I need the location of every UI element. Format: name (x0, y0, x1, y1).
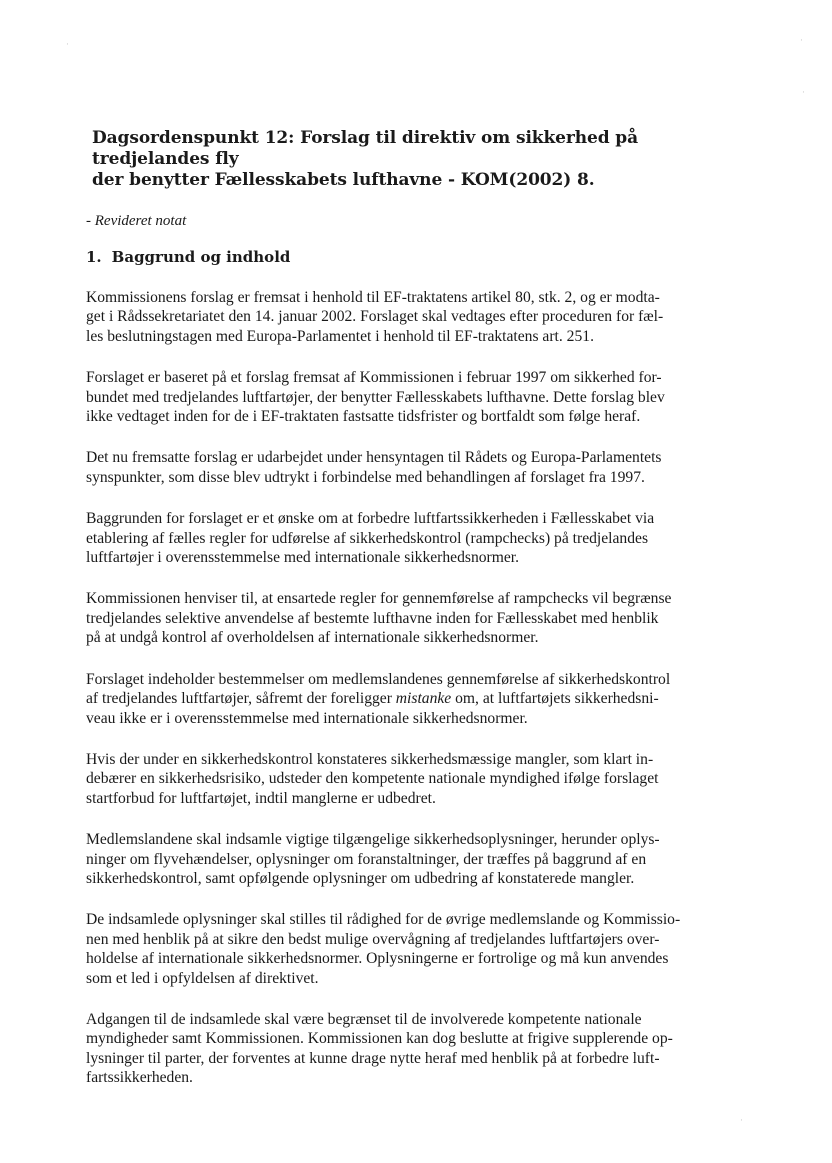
paragraph-line: veau ikke er i overensstemmelse med internationale sikkerhedsnormer. (86, 709, 528, 727)
scan-speck: · (802, 88, 805, 98)
paragraph-line: ikke vedtaget inden for de i EF-traktaten fastsatte tidsfrister og bortfaldt som følge heraf. (86, 408, 641, 426)
emphasis-mistanke: mistanke (395, 690, 452, 708)
scan-speck: · (66, 40, 69, 50)
paragraph-9 (86, 910, 750, 988)
document-page (86, 128, 750, 1088)
paragraph-line: lysninger til parter, der forventes at kunne drage nytte heraf med henblik på at forbedre luft- (86, 1049, 660, 1067)
paragraph-line: sikkerhedskontrol, samt opfølgende oplysninger om udbedring af konstaterede mangler. (86, 869, 635, 887)
paragraph-line-with-emphasis (86, 689, 750, 708)
paragraph-6 (86, 670, 750, 728)
paragraph-line: fartssikkerheden. (86, 1069, 193, 1087)
paragraph-line: Adgangen til de indsamlede skal være begrænset til de involverede kompetente nationale (86, 1010, 642, 1028)
paragraph-line: startforbud for luftfartøjet, indtil manglerne er udbedret. (86, 789, 436, 807)
paragraph-line: tredjelandes selektive anvendelse af bestemte lufthavne inden for Fællesskabet med henblik (86, 609, 659, 627)
document-title (92, 128, 750, 191)
paragraph-5 (86, 589, 750, 647)
text-run: om, at luftfartøjets sikkerhedsni- (451, 690, 659, 708)
paragraph-line: bundet med tredjelandes luftfartøjer, der benytter Fællesskabets lufthavne. Dette forslag blev (86, 388, 665, 406)
paragraph-line: Forslaget er baseret på et forslag fremsat af Kommissionen i februar 1997 om sikkerhed for- (86, 369, 662, 387)
paragraph-line: luftfartøjer i overensstemmelse med internationale sikkerhedsnormer. (86, 549, 520, 567)
document-subtitle: - Revideret notat (86, 213, 187, 229)
paragraph-line: debærer en sikkerhedsrisiko, udsteder den kompetente nationale myndighed ifølge forslaget (86, 770, 659, 788)
title-line-1: Dagsordenspunkt 12: Forslag til direktiv om sikkerhed på tredjelandes fly (92, 128, 639, 169)
paragraph-line: nen med henblik på at sikre den bedst mulige overvågning af tredjelandes luftfartøjers over- (86, 930, 660, 948)
paragraph-line: holdelse af internationale sikkerhedsnormer. Oplysningerne er fortrolige og må kun anvendes (86, 950, 669, 968)
section-title: Baggrund og indhold (111, 248, 291, 266)
paragraph-10 (86, 1010, 750, 1088)
paragraph-line: Medlemslandene skal indsamle vigtige tilgængelige sikkerhedsoplysninger, herunder oplys- (86, 831, 660, 849)
paragraph-line: get i Rådssekretariatet den 14. januar 2002. Forslaget skal vedtages efter proceduren for fæl- (86, 308, 664, 326)
paragraph-line: som et led i opfyldelsen af direktivet. (86, 969, 319, 987)
paragraph-line: Kommissionen henviser til, at ensartede regler for gennemførelse af rampchecks vil begrænse (86, 590, 672, 608)
paragraph-7 (86, 750, 750, 808)
section-heading (86, 248, 750, 266)
scan-speck: · (800, 36, 803, 46)
paragraph-line: på at undgå kontrol af overholdelsen af internationale sikkerhedsnormer. (86, 629, 539, 647)
paragraph-line: De indsamlede oplysninger skal stilles til rådighed for de øvrige medlemslande og Kommissio- (86, 911, 681, 929)
paragraph-line: les beslutningstagen med Europa-Parlamentet i henhold til EF-traktatens art. 251. (86, 327, 594, 345)
paragraph-1 (86, 288, 750, 346)
paragraph-line: Det nu fremsatte forslag er udarbejdet under hensyntagen til Rådets og Europa-Parlamentets (86, 449, 662, 467)
title-line-2: der benytter Fællesskabets lufthavne - KOM(2002) 8. (92, 170, 595, 190)
section-number: 1. (86, 248, 102, 266)
scan-speck: · (740, 1116, 743, 1126)
paragraph-line: ninger om flyvehændelser, oplysninger om foranstaltninger, der træffes på baggrund af en (86, 850, 647, 868)
text-run: af tredjelandes luftfartøjer, såfremt der foreligger (86, 690, 396, 708)
paragraph-line: Hvis der under en sikkerhedskontrol konstateres sikkerhedsmæssige mangler, som klart in- (86, 750, 654, 768)
paragraph-2 (86, 368, 750, 426)
paragraph-line: Kommissionens forslag er fremsat i henhold til EF-traktatens artikel 80, stk. 2, og er modta- (86, 289, 660, 306)
paragraph-4 (86, 509, 750, 567)
paragraph-line: Baggrunden for forslaget er et ønske om at forbedre luftfartssikkerheden i Fællesskabet via (86, 510, 655, 528)
paragraph-line: myndigheder samt Kommissionen. Kommissionen kan dog beslutte at frigive supplerende op- (86, 1030, 673, 1048)
paragraph-line: etablering af fælles regler for udførelse af sikkerhedskontrol (rampchecks) på tredjelandes (86, 529, 649, 547)
paragraph-line: Forslaget indeholder bestemmelser om medlemslandenes gennemførelse af sikkerhedskontrol (86, 670, 671, 688)
paragraph-8 (86, 830, 750, 888)
paragraph-3 (86, 448, 750, 487)
paragraph-line: synspunkter, som disse blev udtrykt i forbindelse med behandlingen af forslaget fra 1997. (86, 468, 645, 486)
